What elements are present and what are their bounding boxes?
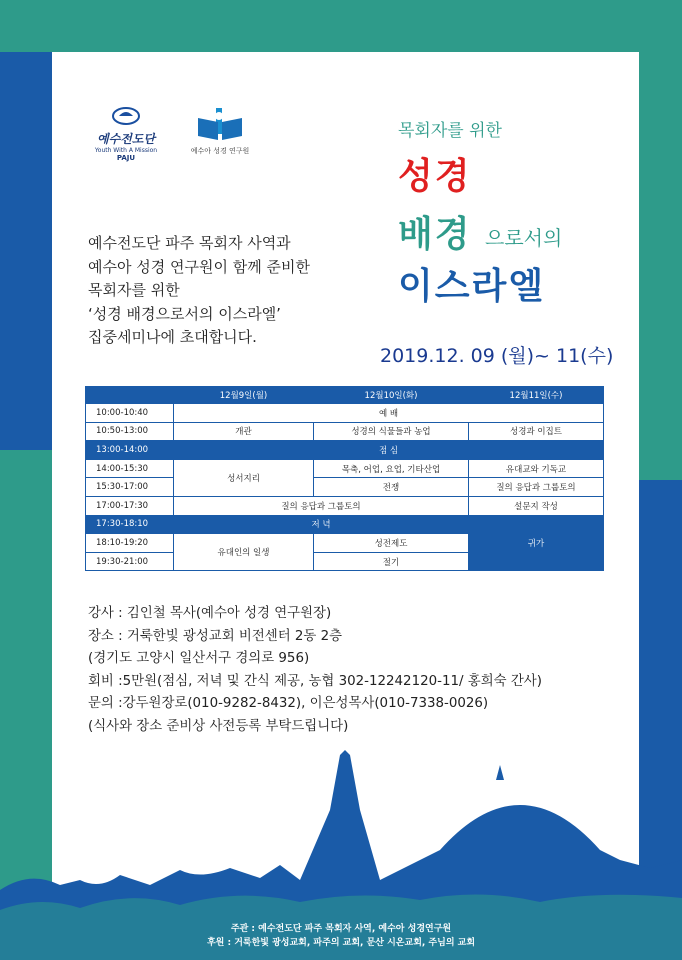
- table-row: [86, 478, 604, 497]
- table-row: [86, 459, 604, 478]
- time-cell: 15:30-17:00: [86, 478, 174, 497]
- ywam-korean-name: 예수전도단: [97, 132, 155, 146]
- intro-line: 목회자를 위한: [88, 281, 180, 299]
- table-row: [86, 422, 604, 441]
- time-cell: 14:00-15:30: [86, 459, 174, 478]
- speaker-line: 강사 : 김인철 목사(예수아 성경 연구원장): [88, 606, 332, 621]
- intro-line: 예수전도단 파주 목회자 사역과: [88, 234, 291, 252]
- open-book-icon: [196, 106, 244, 142]
- session-cell: 질의 응답과 그룹토의: [469, 478, 604, 497]
- sponsor-line: 후원 : 거룩한빛 광성교회, 파주의 교회, 문산 시온교회, 주님의 교회: [206, 938, 476, 948]
- session-cell: 설문지 작성: [469, 496, 604, 515]
- time-cell: 10:50-13:00: [86, 422, 174, 441]
- worship-cell: 예 배: [174, 404, 604, 423]
- session-cell: 절기: [314, 552, 469, 571]
- background-green-top-left: [0, 0, 345, 52]
- event-date: 2019.12. 09 (월)~ 11(수): [380, 345, 614, 367]
- footer: [0, 922, 682, 950]
- day-header: 12월11일(수): [469, 387, 604, 404]
- time-cell: 17:00-17:30: [86, 496, 174, 515]
- address-line: (경기도 고양시 일산서구 경의로 956): [88, 651, 310, 666]
- dinner-cell: 저 녁: [174, 515, 469, 534]
- venue-line: 장소 : 거룩한빛 광성교회 비전센터 2동 2층: [88, 628, 343, 644]
- time-cell: 19:30-21:00: [86, 552, 174, 571]
- table-header-corner: [86, 387, 174, 404]
- yeshua-institute-logo: [175, 106, 265, 166]
- session-cell: 성경과 이집트: [469, 422, 604, 441]
- table-header-row: [86, 387, 604, 404]
- session-cell: 성경의 식물들과 농업: [314, 422, 469, 441]
- ywam-english-name: Youth With A Mission: [94, 147, 158, 154]
- table-row: [86, 496, 604, 515]
- time-cell: 10:00-10:40: [86, 404, 174, 423]
- day-header: 12월9일(월): [174, 387, 314, 404]
- session-cell: 전쟁: [314, 478, 469, 497]
- time-cell: 13:00-14:00: [86, 441, 174, 460]
- ywam-city: PAJU: [116, 154, 136, 162]
- lunch-cell: 점 심: [174, 441, 604, 460]
- session-cell: 개관: [174, 422, 314, 441]
- title-line-2-suffix: 으로서의: [485, 226, 563, 250]
- session-cell: 성전제도: [314, 534, 469, 553]
- title-line-1: 성경: [398, 156, 472, 197]
- fee-line: 회비 :5만원(점심, 저녁 및 간식 제공, 농협 302-12242120-11/ 홍희숙 간사): [88, 673, 542, 689]
- time-cell: 18:10-19:20: [86, 534, 174, 553]
- organizer-line: 주관 : 예수전도단 파주 목회자 사역, 예수아 성경연구원: [230, 924, 452, 934]
- table-row: [86, 515, 604, 534]
- session-cell: 유대인의 일생: [174, 534, 314, 571]
- contact-line: 문의 :강두원장로(010-9282-8432), 이은성목사(010-7338-0026): [88, 696, 489, 711]
- event-info: [88, 603, 542, 738]
- intro-line: ‘성경 배경으로서의 이스라엘’: [88, 304, 281, 323]
- title-line-2: 배경: [398, 214, 472, 255]
- table-row: [86, 404, 604, 423]
- session-cell: 유대교와 기독교: [469, 459, 604, 478]
- session-cell: 질의 응답과 그룹토의: [174, 496, 469, 515]
- go-home-cell: 귀가: [469, 515, 604, 571]
- title-line-3: 이스라엘: [398, 266, 546, 307]
- session-cell: 성서지리: [174, 459, 314, 496]
- invitation-text: [88, 232, 310, 350]
- subtitle: 목회자를 위한: [398, 121, 502, 141]
- ywam-emblem-icon: [111, 106, 141, 126]
- intro-line: 집중세미나에 초대합니다.: [88, 328, 257, 346]
- table-row: [86, 441, 604, 460]
- day-header: 12월10일(화): [314, 387, 469, 404]
- schedule-table: [85, 386, 604, 571]
- ywam-logo: [85, 106, 167, 166]
- institute-caption: 예수아 성경 연구원: [190, 147, 250, 155]
- time-cell: 17:30-18:10: [86, 515, 174, 534]
- session-cell: 목축, 어업, 요업, 기타산업: [314, 459, 469, 478]
- registration-note: (식사와 장소 준비상 사전등록 부탁드립니다): [88, 718, 349, 734]
- intro-line: 예수아 성경 연구원이 함께 준비한: [88, 257, 310, 276]
